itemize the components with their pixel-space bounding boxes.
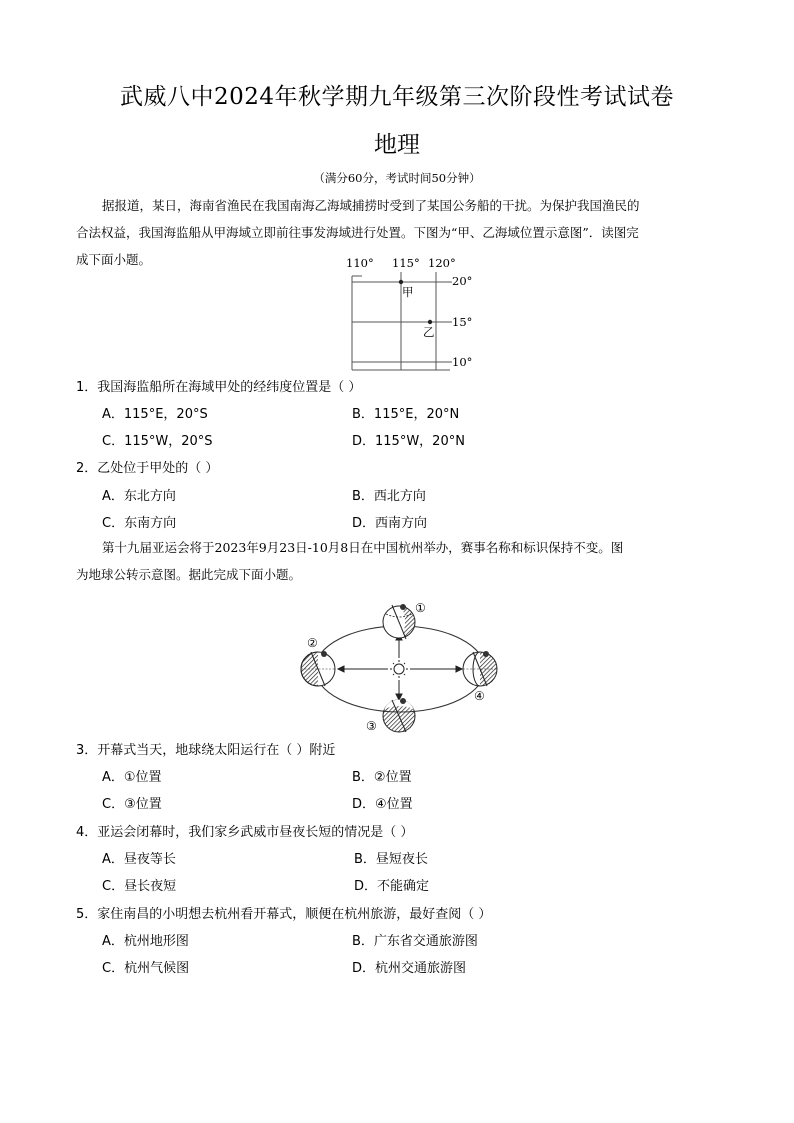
q3-option-d[interactable]: D．④位置: [352, 797, 413, 812]
intro1-line3: 成下面小题。: [76, 252, 152, 267]
pos4-label: ④: [474, 689, 485, 703]
question-1-stem: 1．我国海监船所在海域甲处的经纬度位置是（ ）: [76, 380, 362, 395]
point-yi-label: 乙: [423, 325, 435, 339]
q4-option-a[interactable]: A．昼夜等长: [102, 852, 176, 867]
lon-label-110: 110°: [346, 256, 374, 270]
lon-label-120: 120°: [428, 256, 456, 270]
earth-position-3: [383, 698, 415, 732]
q3-option-a[interactable]: A．①位置: [102, 770, 162, 785]
q1-option-b[interactable]: B．115°E，20°N: [352, 407, 460, 422]
question-3-stem: 3．开幕式当天，地球绕太阳运行在（ ）附近: [76, 743, 336, 758]
q2-option-b[interactable]: B．西北方向: [352, 489, 426, 504]
earth-position-2: [301, 651, 335, 686]
q1-option-c[interactable]: C．115°W，20°S: [102, 434, 213, 449]
intro2-line1: 第十九届亚运会将于2023年9月23日-10月8日在中国杭州举办，赛事名称和标识保持不变。图: [102, 540, 624, 555]
lat-label-20: 20°: [452, 274, 473, 288]
pos2-label: ②: [307, 636, 318, 650]
q5-option-a[interactable]: A．杭州地形图: [102, 934, 189, 949]
question-4-stem: 4．亚运会闭幕时，我们家乡武威市昼夜长短的情况是（ ）: [76, 825, 414, 840]
pos3-label: ③: [366, 719, 377, 733]
q4-option-b[interactable]: B．昼短夜长: [354, 852, 428, 867]
sun-icon: [390, 660, 408, 678]
q2-option-d[interactable]: D．西南方向: [352, 516, 428, 531]
q4-option-d[interactable]: D．不能确定: [354, 879, 430, 894]
intro2-line2: 为地球公转示意图。据此完成下面小题。: [76, 567, 302, 582]
earth-orbit-diagram: [296, 596, 506, 736]
q5-option-c[interactable]: C．杭州气候图: [102, 961, 190, 976]
subject-title: 地理: [374, 132, 420, 158]
q1-option-a[interactable]: A．115°E，20°S: [102, 407, 208, 422]
pos1-label: ①: [415, 601, 426, 615]
lat-label-15: 15°: [452, 315, 473, 329]
exam-title: 武威八中2024年秋学期九年级第三次阶段性考试试卷: [119, 84, 675, 110]
intro1-line2: 合法权益，我国海监船从甲海域立即前往事发海域进行处置。下图为“甲、乙海域位置示意图”．读图完: [76, 225, 639, 240]
lon-label-115: 115°: [392, 256, 420, 270]
lat-label-10: 10°: [452, 355, 473, 369]
q5-option-d[interactable]: D．杭州交通旅游图: [352, 961, 467, 976]
q2-option-a[interactable]: A．东北方向: [102, 489, 176, 504]
q1-option-d[interactable]: D．115°W，20°N: [352, 434, 465, 449]
q3-option-b[interactable]: B．②位置: [352, 770, 412, 785]
point-yi: [428, 320, 432, 324]
q5-option-b[interactable]: B．广东省交通旅游图: [352, 934, 478, 949]
point-jia: [399, 280, 403, 284]
score-note: （满分60分，考试时间50分钟）: [313, 171, 481, 185]
sea-location-map: [340, 252, 480, 376]
q2-option-c[interactable]: C．东南方向: [102, 516, 177, 531]
q4-option-c[interactable]: C．昼长夜短: [102, 879, 177, 894]
earth-position-1: [383, 604, 415, 639]
q3-option-c[interactable]: C．③位置: [102, 797, 162, 812]
point-jia-label: 甲: [402, 285, 414, 299]
question-5-stem: 5．家住南昌的小明想去杭州看开幕式，顺便在杭州旅游，最好查阅（ ）: [76, 907, 492, 922]
intro1-line1: 据报道，某日，海南省渔民在我国南海乙海域捕捞时受到了某国公务船的干扰。为保护我国渔民的: [102, 198, 640, 213]
earth-position-4: [463, 651, 497, 686]
question-2-stem: 2．乙处位于甲处的（ ）: [76, 461, 219, 476]
intro-paragraph-2: [76, 534, 716, 588]
